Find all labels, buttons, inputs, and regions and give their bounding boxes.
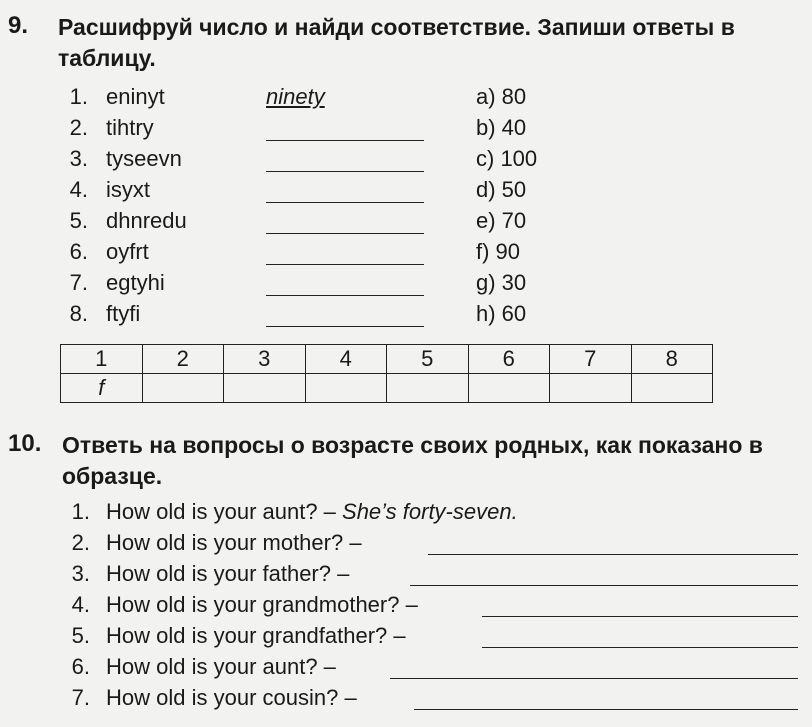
option-item: c) 100 bbox=[476, 146, 538, 171]
table-answer-cell[interactable] bbox=[631, 374, 713, 403]
option-item: d) 50 bbox=[476, 177, 527, 202]
answer-blank[interactable] bbox=[266, 174, 424, 203]
question-number: 4. bbox=[71, 592, 90, 617]
question-text: How old is your cousin? – bbox=[106, 685, 357, 710]
question-text: How old is your grandmother? – bbox=[106, 592, 418, 617]
option-item: h) 60 bbox=[476, 301, 527, 326]
answer-table-header-row bbox=[61, 345, 713, 374]
table-answer-cell[interactable] bbox=[468, 374, 550, 403]
question-number: 3. bbox=[71, 561, 90, 586]
option-item: b) 40 bbox=[476, 115, 527, 140]
table-answer-cell[interactable] bbox=[305, 374, 387, 403]
question-row bbox=[62, 496, 802, 527]
option-item: e) 70 bbox=[476, 208, 527, 233]
question-number: 2. bbox=[71, 530, 90, 555]
table-answer-cell[interactable] bbox=[387, 374, 469, 403]
option-item: g) 30 bbox=[476, 270, 527, 295]
answer-line[interactable] bbox=[390, 651, 798, 679]
question-number: 1. bbox=[71, 499, 90, 524]
task-10-title: Ответь на вопросы о возрасте своих родных, как показано в образце. bbox=[62, 432, 763, 489]
scrambled-word: isyxt bbox=[106, 177, 150, 202]
answer-line[interactable] bbox=[482, 589, 798, 617]
question-text: How old is your father? – bbox=[106, 561, 350, 586]
answer-blank[interactable] bbox=[266, 205, 424, 234]
table-answer-cell[interactable]: f bbox=[61, 374, 143, 403]
task-10-number: 10. bbox=[8, 430, 42, 457]
table-answer-cell[interactable] bbox=[550, 374, 632, 403]
word-number: 4. bbox=[69, 177, 88, 202]
word-number: 3. bbox=[69, 146, 88, 171]
word-number: 6. bbox=[69, 239, 88, 264]
option-item: a) 80 bbox=[476, 84, 527, 109]
question-text-wrap bbox=[106, 496, 518, 527]
answer-blank[interactable]: ninety bbox=[266, 84, 325, 109]
word-number: 2. bbox=[69, 115, 88, 140]
answer-line[interactable] bbox=[482, 620, 798, 648]
word-number: 8. bbox=[69, 301, 88, 326]
answer-table-answer-row bbox=[61, 374, 713, 403]
scrambled-word: oyfrt bbox=[106, 239, 149, 264]
answer-blank[interactable] bbox=[266, 267, 424, 296]
scrambled-word: dhnredu bbox=[106, 208, 187, 233]
table-answer-cell[interactable] bbox=[224, 374, 306, 403]
question-text: How old is your aunt? – bbox=[106, 654, 336, 679]
question-row bbox=[62, 527, 802, 558]
question-number: 7. bbox=[71, 685, 90, 710]
answer-blank[interactable] bbox=[266, 236, 424, 265]
scrambled-word: tihtry bbox=[106, 115, 154, 140]
option-item: f) 90 bbox=[476, 239, 521, 264]
question-number: 6. bbox=[71, 654, 90, 679]
table-header-cell: 3 bbox=[224, 345, 306, 374]
scrambled-word: eninyt bbox=[106, 84, 165, 109]
table-header-cell: 7 bbox=[550, 345, 632, 374]
table-header-cell: 8 bbox=[631, 345, 713, 374]
question-row bbox=[62, 589, 802, 620]
answer-line[interactable] bbox=[410, 558, 798, 586]
question-text: How old is your aunt? – bbox=[106, 499, 336, 524]
task-9-number: 9. bbox=[8, 12, 29, 39]
word-number: 1. bbox=[69, 84, 88, 109]
scrambled-word: tyseevn bbox=[106, 146, 182, 171]
answer-table bbox=[60, 344, 713, 403]
answer-blank[interactable] bbox=[266, 143, 424, 172]
answer-blank[interactable] bbox=[266, 112, 424, 141]
question-row bbox=[62, 620, 802, 651]
sample-answer: She’s forty-seven. bbox=[335, 499, 518, 524]
answer-line[interactable] bbox=[414, 682, 798, 710]
table-header-cell: 4 bbox=[305, 345, 387, 374]
table-header-cell: 1 bbox=[61, 345, 143, 374]
word-number: 7. bbox=[69, 270, 88, 295]
question-number: 5. bbox=[71, 623, 90, 648]
word-number: 5. bbox=[69, 208, 88, 233]
table-header-cell: 6 bbox=[468, 345, 550, 374]
answer-blank[interactable] bbox=[266, 298, 424, 327]
question-text: How old is your mother? – bbox=[106, 530, 362, 555]
question-text: How old is your grandfather? – bbox=[106, 623, 406, 648]
table-header-cell: 2 bbox=[142, 345, 224, 374]
scrambled-word: ftyfi bbox=[106, 301, 141, 326]
table-answer-cell[interactable] bbox=[142, 374, 224, 403]
scrambled-word: egtyhi bbox=[106, 270, 165, 295]
answer-line[interactable] bbox=[428, 527, 798, 555]
question-row bbox=[62, 558, 802, 589]
task-9-title: Расшифруй число и найди соответствие. Запиши ответы в таблицу. bbox=[58, 14, 735, 71]
table-header-cell: 5 bbox=[387, 345, 469, 374]
question-row bbox=[62, 651, 802, 682]
question-row bbox=[62, 682, 802, 713]
